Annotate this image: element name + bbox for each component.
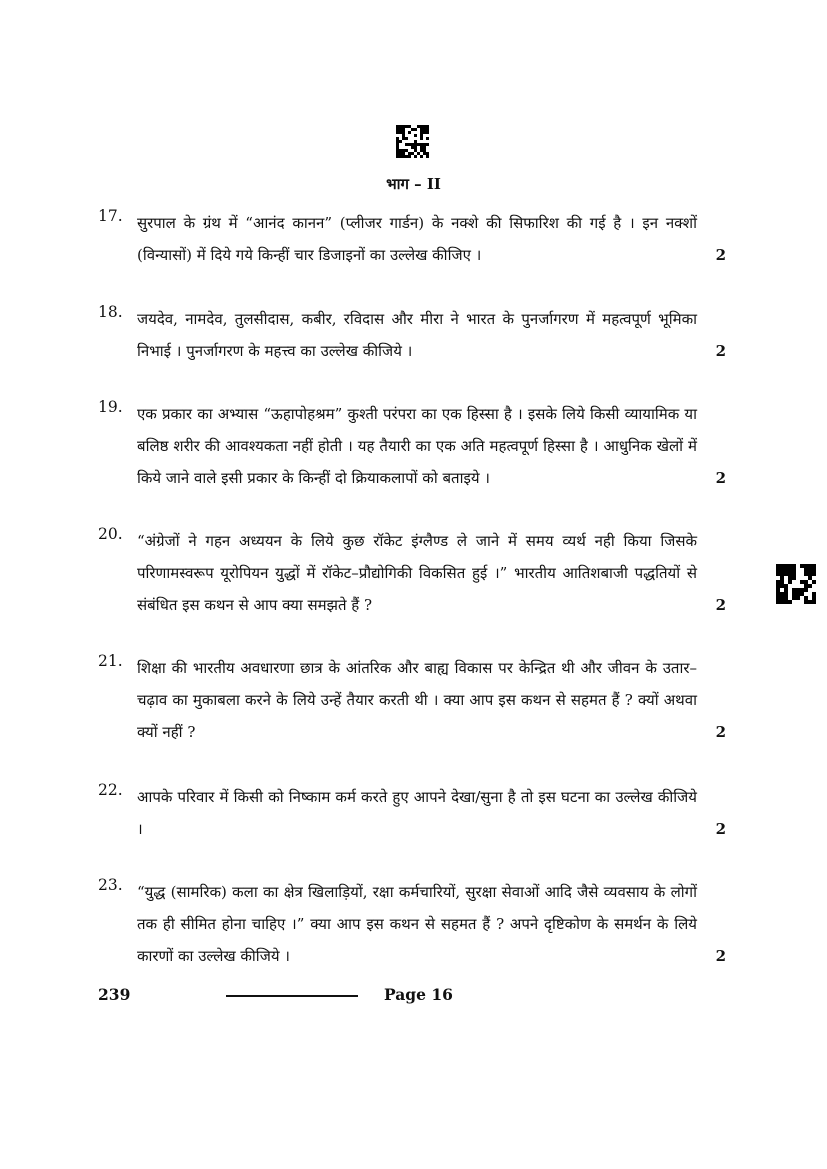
question-number: 18. — [98, 303, 123, 321]
question-18 — [98, 303, 738, 367]
question-17 — [98, 207, 738, 271]
question-text: सुरपाल के ग्रंथ में “आनंद कानन” (प्लीजर गार्डन) के नक्शे की सिफारिश की गई है । इन नक्शों (विन्यासों) में दिये गये किन्हीं चार डिजाइनों का उल्लेख कीजिए । — [137, 214, 697, 264]
question-marks: 2 — [715, 723, 726, 741]
question-number: 21. — [98, 652, 123, 670]
footer-divider — [226, 995, 358, 997]
question-marks: 2 — [715, 596, 726, 614]
question-number: 17. — [98, 207, 123, 225]
question-number: 19. — [98, 398, 123, 416]
question-text: आपके परिवार में किसी को निष्काम कर्म करते हुए आपने देखा/सुना है तो इस घटना का उल्लेख कीजिये । — [137, 788, 697, 838]
question-23 — [98, 876, 738, 972]
question-text: जयदेव, नामदेव, तुलसीदास, कबीर, रविदास और मीरा ने भारत के पुनर्जागरण में महत्वपूर्ण भूमिका निभाई । पुनर्जागरण के महत्त्व का उल्लेख कीजिये । — [137, 310, 697, 360]
paper-code: 239 — [98, 985, 131, 1004]
question-text: शिक्षा की भारतीय अवधारणा छात्र के आंतरिक और बाह्य विकास पर केन्द्रित थी और जीवन के उतार–चढ़ाव का मुकाबला करने के लिये उन्हें तैयार करती थी । क्या आप इस कथन से सहमत हैं ? क्यों अथवा क्यों नहीं ? — [137, 659, 697, 741]
qr-code-icon — [776, 564, 816, 604]
question-text: “युद्ध (सामरिक) कला का क्षेत्र खिलाड़ियों, रक्षा कर्मचारियों, सुरक्षा सेवाओं आदि जैसे व्यवसाय के लोगों तक ही सीमित होना चाहिए ।” क्या आप इस कथन से सहमत हैं ? अपने दृष्टिकोण के समर्थन के लिये कारणों का उल्लेख कीजिये । — [137, 883, 697, 965]
question-number: 22. — [98, 781, 123, 799]
section-title: भाग – II — [386, 175, 441, 193]
question-number: 23. — [98, 876, 123, 894]
question-marks: 2 — [715, 469, 726, 487]
question-marks: 2 — [715, 947, 726, 965]
question-20 — [98, 525, 738, 621]
question-marks: 2 — [715, 342, 726, 360]
question-text: एक प्रकार का अभ्यास “ऊहापोहश्रम” कुश्ती परंपरा का एक हिस्सा है । इसके लिये किसी व्यायामिक या बलिष्ठ शरीर की आवश्यकता नहीं होती । यह तैयारी का एक अति महत्वपूर्ण हिस्सा है । आधुनिक खेलों में किये जाने वाले इसी प्रकार के किन्हीं दो क्रियाकलापों को बताइये । — [137, 405, 697, 487]
question-text: “अंग्रेजों ने गहन अध्ययन के लिये कुछ रॉकेट इंग्लैण्ड ले जाने में समय व्यर्थ नही किया जिसके परिणामस्वरूप यूरोपियन युद्धों में रॉकेट–प्रौद्योगिकी विकसित हुई ।” भारतीय आतिशबाजी पद्धतियों से संबंधित इस कथन से आप क्या समझते हैं ? — [137, 532, 697, 614]
qr-code-icon — [396, 125, 429, 158]
question-19 — [98, 398, 738, 494]
question-number: 20. — [98, 525, 123, 543]
page-number: Page 16 — [384, 985, 453, 1004]
question-marks: 2 — [715, 820, 726, 838]
question-21 — [98, 652, 738, 748]
question-marks: 2 — [715, 246, 726, 264]
question-22 — [98, 781, 738, 845]
